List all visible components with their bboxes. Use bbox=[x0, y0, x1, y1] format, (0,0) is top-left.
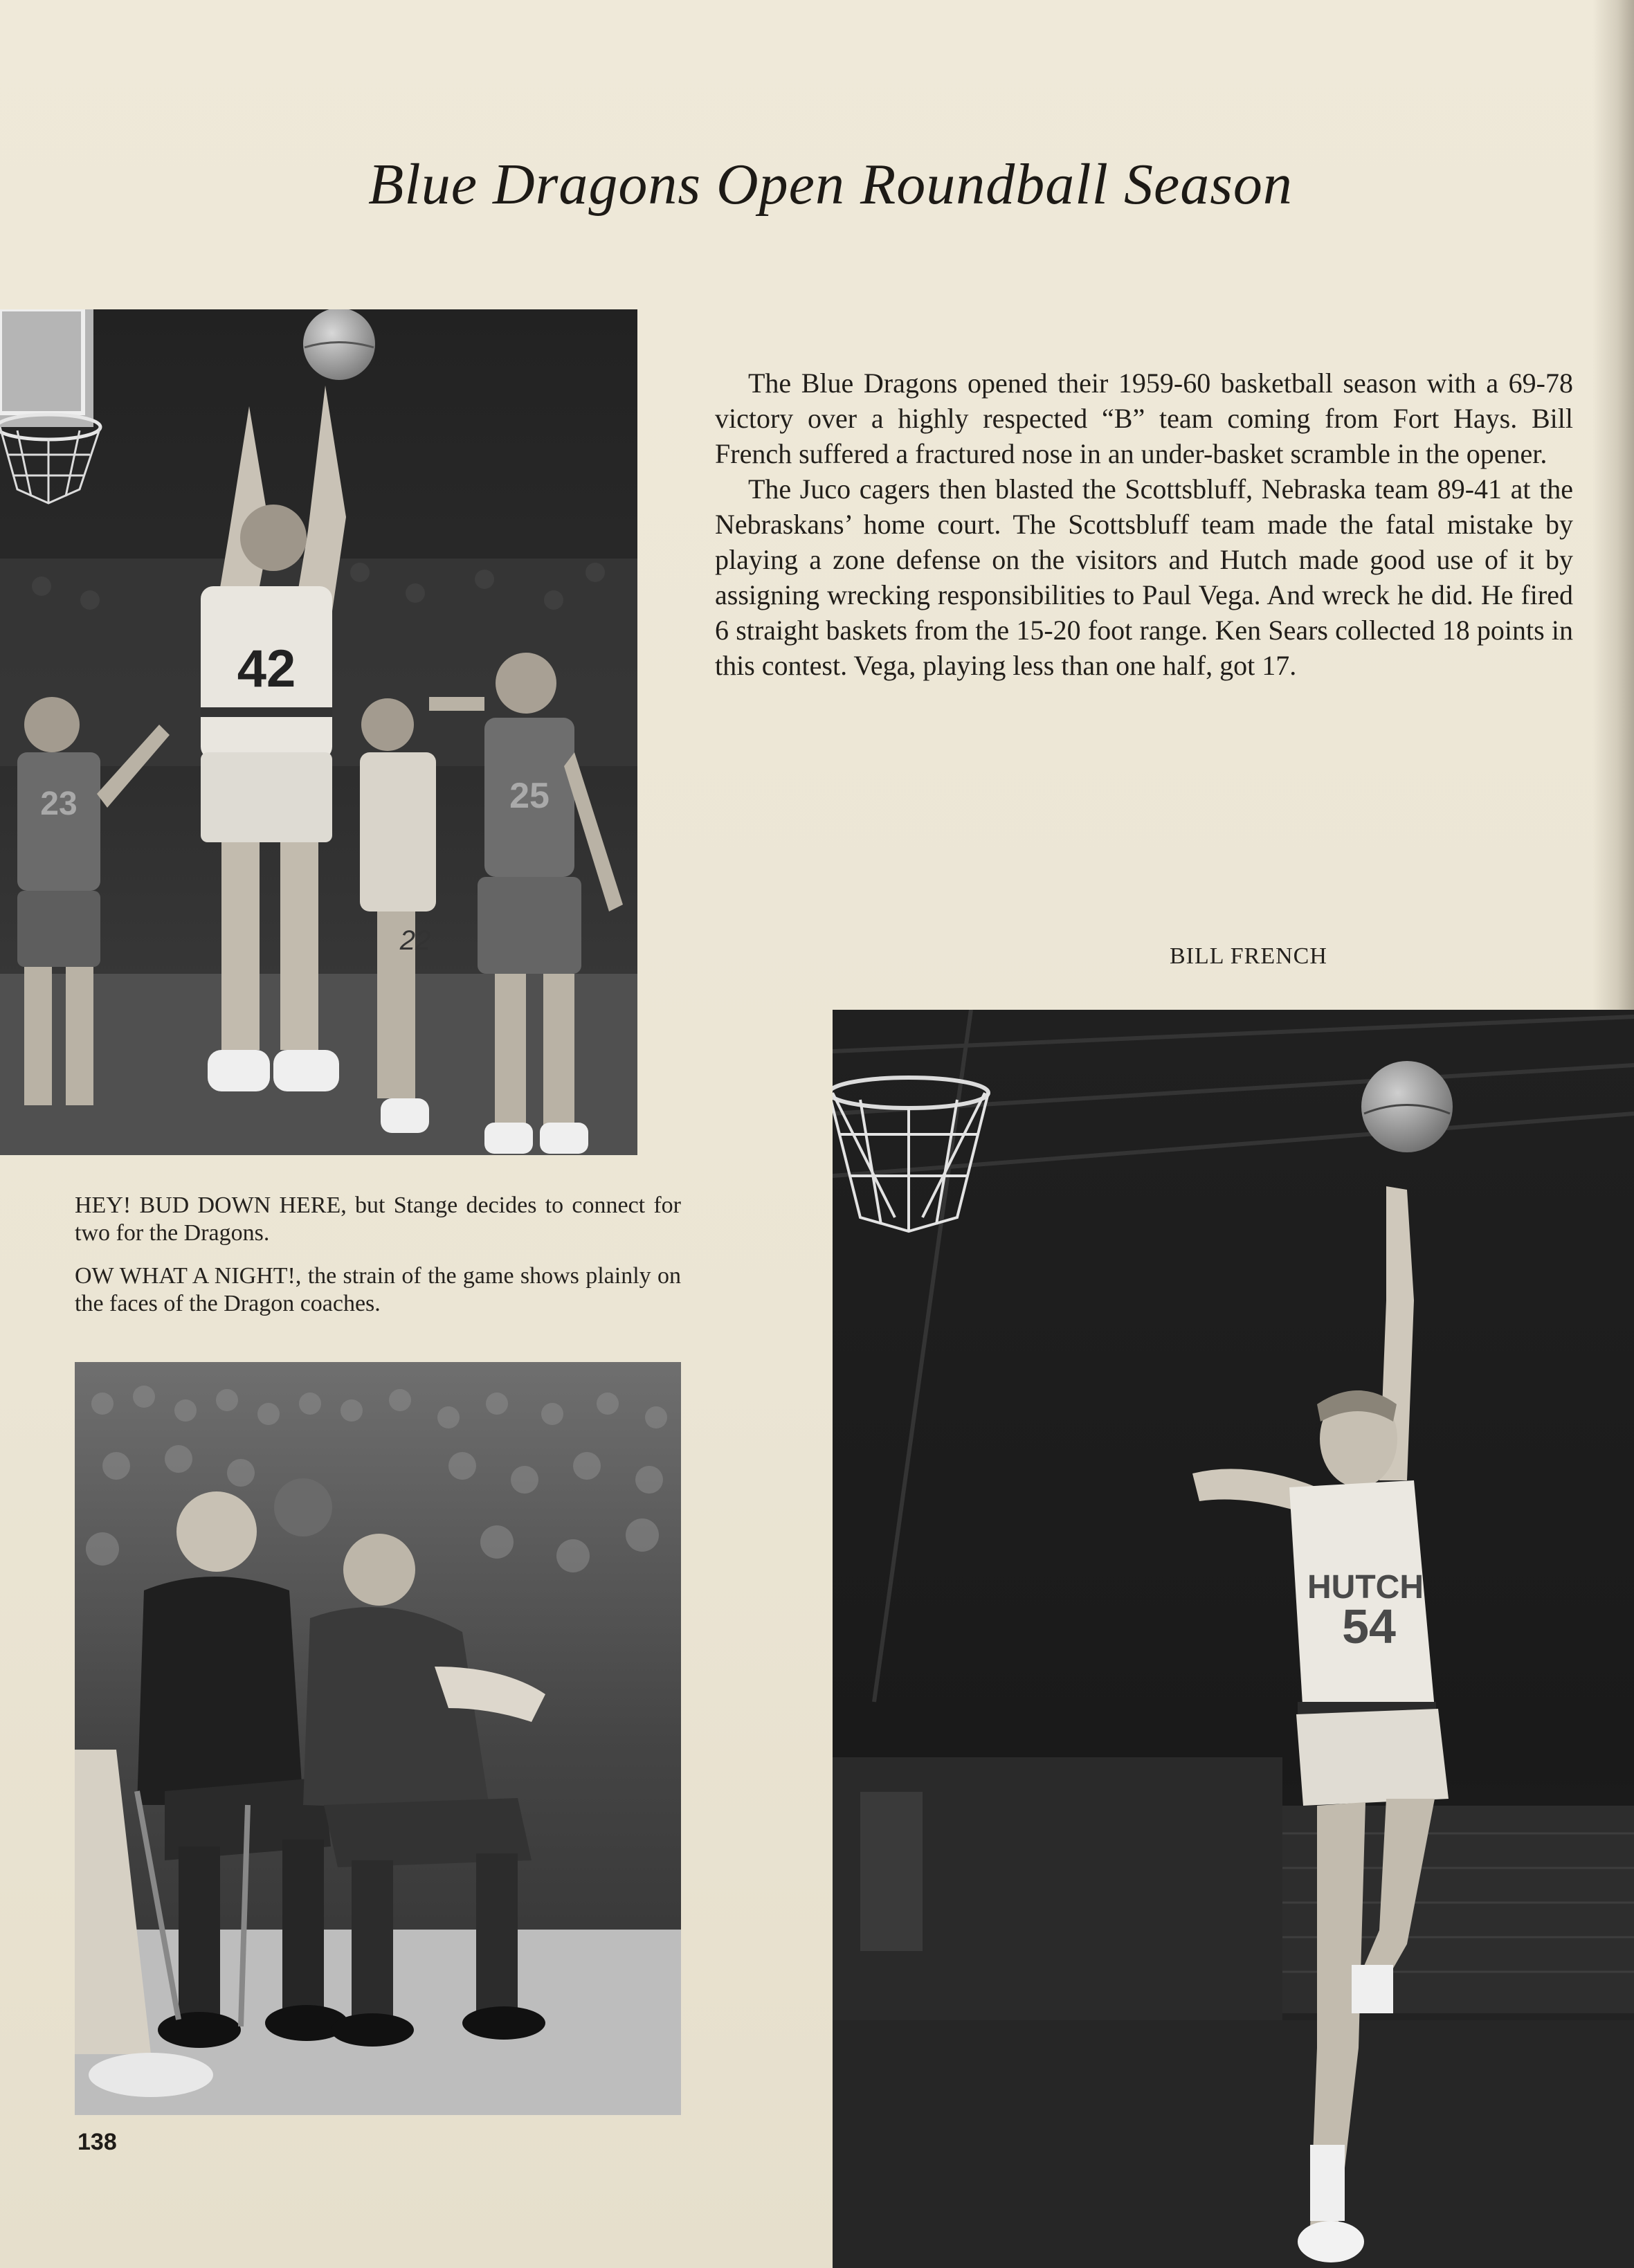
article-paragraph: The Blue Dragons opened their 1959-60 basketball season with a 69-78 victory over a highly respected “B” team coming from Fort Hays. Bill French suffered a fractured nose in an under-basket scramble in the opener. bbox=[715, 368, 1573, 469]
jersey-number-25: 25 bbox=[509, 776, 550, 816]
page-title: Blue Dragons Open Roundball Season bbox=[368, 152, 1293, 217]
coaches-photo bbox=[75, 1362, 681, 2115]
jersey-number-54: 54 bbox=[1342, 1599, 1396, 1653]
jersey-text-hutch: HUTCH bbox=[1307, 1569, 1424, 1606]
jersey-number-42: 42 bbox=[237, 639, 296, 698]
jersey-number-23: 23 bbox=[40, 786, 78, 822]
jersey-number-22: 22 bbox=[399, 925, 431, 956]
bill-french-photo bbox=[833, 1010, 1634, 2268]
game-action-illustration bbox=[0, 309, 637, 1155]
coaches-illustration bbox=[75, 1362, 681, 2115]
photo-captions bbox=[75, 1192, 681, 1333]
coaches-photo-caption: OW WHAT A NIGHT!, the strain of the game shows plainly on the faces of the Dragon coaches. bbox=[75, 1263, 681, 1316]
article-text bbox=[715, 365, 1573, 683]
bill-french-illustration bbox=[833, 1010, 1634, 2268]
game-action-photo bbox=[0, 309, 637, 1155]
page-number: 138 bbox=[78, 2129, 117, 2155]
photo-caption-name: BILL FRENCH bbox=[1170, 943, 1327, 969]
article-paragraph: The Juco cagers then blasted the Scottsbluff, Nebraska team 89-41 at the Nebraskans’ home court. The Scottsbluff team made the fatal mistake by playing a zone defense on the visitors and Hutch made good use of it by assigning wrecking responsibilities to Paul Vega. And wreck he did. He fired 6 straight baskets from the 15-20 foot range. Ken Sears collected 18 points in this contest. Vega, playing less than one half, got 17. bbox=[715, 473, 1573, 681]
game-photo-caption: HEY! BUD DOWN HERE, but Stange decides to connect for two for the Dragons. bbox=[75, 1192, 681, 1246]
